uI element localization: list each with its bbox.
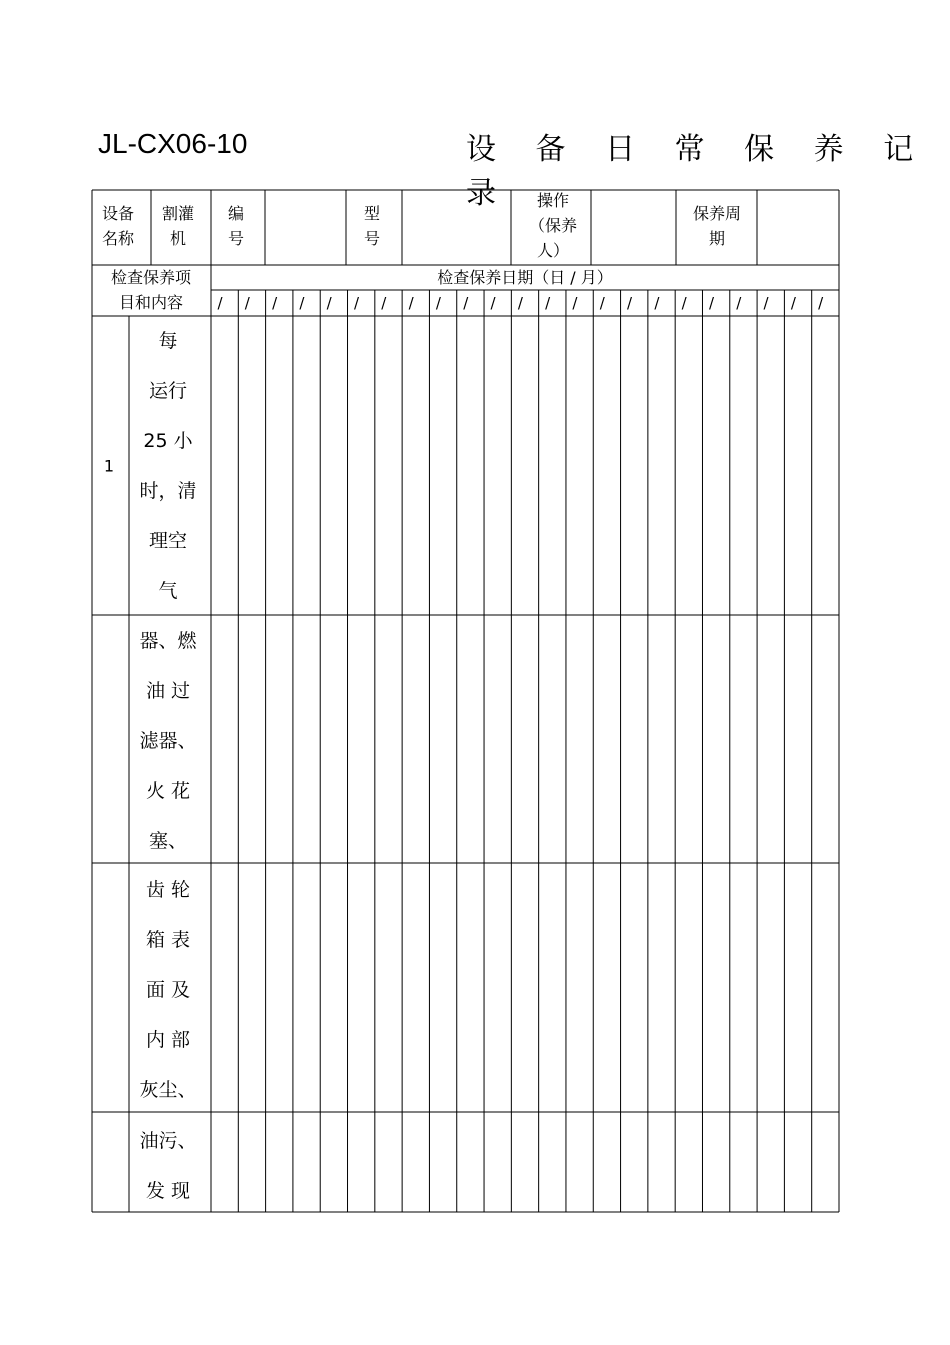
item-content-line: 25 小 [143, 430, 193, 452]
device-name-label: 名称 [101, 229, 135, 248]
item-content-line: 面 及 [145, 979, 191, 1001]
date-slash: / [708, 294, 715, 312]
device-name-value: 割灌 [161, 204, 195, 223]
operator-label: 人） [536, 241, 570, 260]
item-content-line: 内 部 [145, 1029, 191, 1051]
item-content-line: 时，清 [139, 480, 197, 502]
date-slash: / [435, 294, 441, 312]
item-content-line: 箱 表 [145, 929, 191, 951]
maintenance-cycle-label: 保养周 [692, 204, 742, 223]
item-content-line: 每 [158, 330, 178, 352]
item-content-line: 油污、 [139, 1130, 197, 1152]
check-item-label: 检查保养项 [110, 268, 192, 287]
date-slash: / [381, 294, 387, 312]
date-slash: / [408, 294, 414, 312]
date-slash: / [326, 294, 332, 312]
date-slash: / [763, 294, 769, 312]
item-content-line: 塞、 [148, 830, 188, 852]
date-slash: / [299, 294, 305, 312]
date-slash: / [736, 294, 742, 312]
item-content-line: 运行 [148, 380, 188, 402]
item-content-line: 齿 轮 [145, 879, 191, 901]
device-name-label: 设备 [101, 204, 135, 223]
device-name-value: 机 [169, 229, 187, 248]
date-slash: / [272, 294, 278, 312]
item-number: 1 [103, 456, 115, 476]
date-slash: / [244, 294, 250, 312]
operator-label: （保养 [528, 216, 578, 235]
maintenance-cycle-label: 期 [708, 229, 726, 248]
item-content-line: 滤器、 [139, 730, 197, 752]
item-content-line: 器、燃 [139, 630, 197, 652]
item-content-line: 气 [158, 580, 178, 602]
date-slash: / [353, 294, 360, 312]
date-slash: / [818, 294, 824, 312]
date-slash: / [517, 294, 523, 312]
check-item-label: 目和内容 [118, 293, 184, 312]
date-slash: / [599, 294, 605, 312]
date-slash: / [790, 294, 796, 312]
date-slash: / [217, 294, 223, 312]
item-content-line: 灰尘、 [139, 1079, 197, 1101]
date-slash: / [463, 294, 469, 312]
item-content-line: 理空 [148, 530, 188, 552]
date-slash: / [654, 294, 660, 312]
date-slash: / [545, 294, 551, 312]
date-slash: / [681, 294, 687, 312]
number-label: 号 [227, 229, 245, 248]
item-content-line: 发 现 [145, 1180, 191, 1202]
date-slash: / [490, 294, 496, 312]
document-number: JL-CX06-10 [98, 128, 248, 159]
item-content-line: 火 花 [145, 780, 191, 802]
check-date-label: 检查保养日期（日 / 月） [437, 268, 613, 287]
date-slash: / [572, 294, 578, 312]
model-label: 型 [363, 204, 381, 223]
model-label: 号 [363, 229, 381, 248]
page-title: 设 备 日 常 保 养 记 录 [466, 132, 929, 211]
number-label: 编 [227, 204, 245, 223]
operator-label: 操作 [536, 191, 570, 210]
date-slash: / [627, 294, 633, 312]
item-content-line: 油 过 [145, 680, 191, 702]
